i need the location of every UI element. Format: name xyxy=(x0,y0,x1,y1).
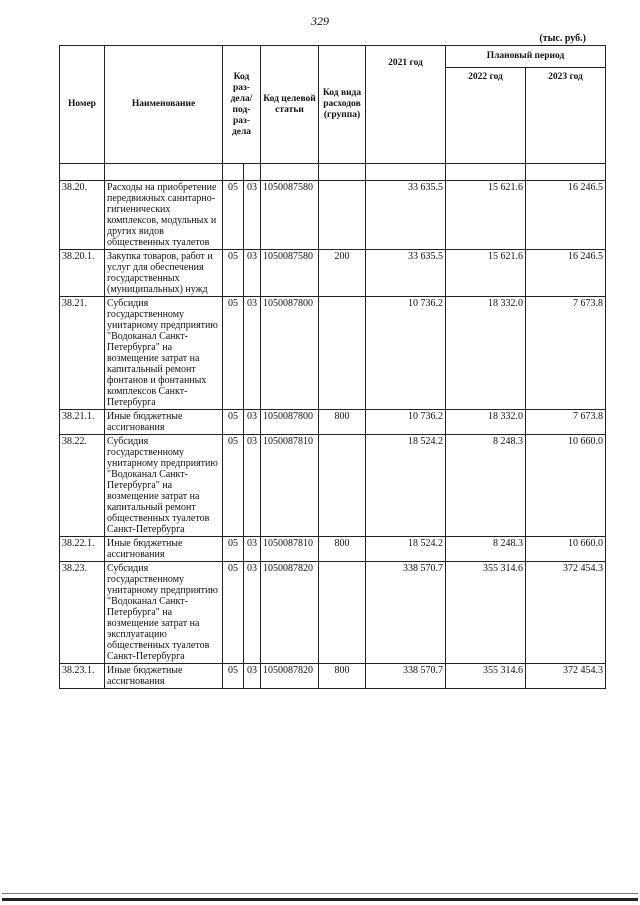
footer-rule-thin xyxy=(2,893,638,894)
table-row xyxy=(60,664,606,689)
cell-num: 38.23.1. xyxy=(60,664,105,689)
cell-csr: 1050087800 xyxy=(261,410,319,435)
cell-y2021: 10 736.2 xyxy=(366,297,446,410)
header-2021: 2021 год xyxy=(366,46,446,164)
header-section: Код раз-дела/ под-раз-дела xyxy=(223,46,261,164)
table-header xyxy=(60,46,606,164)
cell-vr xyxy=(319,297,366,410)
cell-num: 38.20. xyxy=(60,181,105,250)
cell-y2022: 355 314.6 xyxy=(446,664,526,689)
cell-csr: 1050087580 xyxy=(261,250,319,297)
cell-y2023: 7 673.8 xyxy=(526,297,606,410)
cell-num: 38.22. xyxy=(60,435,105,537)
cell-y2023: 7 673.8 xyxy=(526,410,606,435)
cell-sec: 05 xyxy=(223,537,244,562)
cell-y2022: 8 248.3 xyxy=(446,537,526,562)
cell-name: Иные бюджетные ассигнования xyxy=(105,537,223,562)
cell-sec: 05 xyxy=(223,664,244,689)
cell-num: 38.22.1. xyxy=(60,537,105,562)
cell-y2022: 8 248.3 xyxy=(446,435,526,537)
cell-sub: 03 xyxy=(244,410,261,435)
cell-sec: 05 xyxy=(223,297,244,410)
cell-csr: 1050087820 xyxy=(261,562,319,664)
cell-y2022: 18 332.0 xyxy=(446,297,526,410)
cell-num: 38.21.1. xyxy=(60,410,105,435)
cell-num: 38.23. xyxy=(60,562,105,664)
cell-csr: 1050087810 xyxy=(261,435,319,537)
table-row xyxy=(60,435,606,537)
footer-rule xyxy=(2,898,638,901)
spacer-row xyxy=(60,164,606,181)
header-number: Номер xyxy=(60,46,105,164)
header-2023: 2023 год xyxy=(526,68,606,164)
cell-name: Иные бюджетные ассигнования xyxy=(105,664,223,689)
cell-num: 38.21. xyxy=(60,297,105,410)
header-expense: Код вида расходов (группа) xyxy=(319,46,366,164)
cell-sec: 05 xyxy=(223,435,244,537)
table-row xyxy=(60,297,606,410)
cell-name: Иные бюджетные ассигнования xyxy=(105,410,223,435)
cell-sec: 05 xyxy=(223,562,244,664)
cell-y2022: 15 621.6 xyxy=(446,181,526,250)
table-row xyxy=(60,562,606,664)
cell-y2021: 18 524.2 xyxy=(366,435,446,537)
cell-csr: 1050087810 xyxy=(261,537,319,562)
cell-y2021: 10 736.2 xyxy=(366,410,446,435)
cell-y2023: 372 454.3 xyxy=(526,664,606,689)
cell-sub: 03 xyxy=(244,537,261,562)
cell-vr: 800 xyxy=(319,664,366,689)
cell-name: Субсидия государственному унитарному предприятию "Водоканал Санкт-Петербурга" на возмещение затрат на эксплуатацию общественных туалетов Санкт-Петербурга xyxy=(105,562,223,664)
header-2022: 2022 год xyxy=(446,68,526,164)
cell-y2023: 16 246.5 xyxy=(526,250,606,297)
cell-name: Субсидия государственному унитарному предприятию "Водоканал Санкт-Петербурга" на возмещение затрат на капитальный ремонт фонтанов и фонтанных комплексов Санкт-Петербурга xyxy=(105,297,223,410)
cell-vr: 800 xyxy=(319,410,366,435)
cell-vr xyxy=(319,562,366,664)
cell-sub: 03 xyxy=(244,297,261,410)
cell-y2023: 372 454.3 xyxy=(526,562,606,664)
cell-y2023: 10 660.0 xyxy=(526,435,606,537)
cell-y2021: 33 635.5 xyxy=(366,250,446,297)
cell-sec: 05 xyxy=(223,181,244,250)
cell-y2021: 338 570.7 xyxy=(366,664,446,689)
table-row xyxy=(60,537,606,562)
cell-name: Закупка товаров, работ и услуг для обеспечения государственных (муниципальных) нужд xyxy=(105,250,223,297)
cell-vr: 800 xyxy=(319,537,366,562)
cell-y2022: 18 332.0 xyxy=(446,410,526,435)
table-row xyxy=(60,181,606,250)
cell-sub: 03 xyxy=(244,435,261,537)
cell-vr: 200 xyxy=(319,250,366,297)
cell-y2021: 338 570.7 xyxy=(366,562,446,664)
cell-sub: 03 xyxy=(244,181,261,250)
cell-name: Субсидия государственному унитарному предприятию "Водоканал Санкт-Петербурга" на возмещение затрат на капитальный ремонт общественных туалетов Санкт-Петербурга xyxy=(105,435,223,537)
cell-sub: 03 xyxy=(244,664,261,689)
cell-y2021: 33 635.5 xyxy=(366,181,446,250)
cell-csr: 1050087580 xyxy=(261,181,319,250)
budget-table xyxy=(59,45,606,689)
cell-y2023: 16 246.5 xyxy=(526,181,606,250)
cell-sec: 05 xyxy=(223,250,244,297)
cell-vr xyxy=(319,435,366,537)
cell-y2023: 10 660.0 xyxy=(526,537,606,562)
cell-y2022: 15 621.6 xyxy=(446,250,526,297)
header-name: Наименование xyxy=(105,46,223,164)
cell-y2021: 18 524.2 xyxy=(366,537,446,562)
units-label: (тыс. руб.) xyxy=(539,33,586,44)
table-body xyxy=(60,164,606,689)
cell-csr: 1050087800 xyxy=(261,297,319,410)
cell-vr xyxy=(319,181,366,250)
table-row xyxy=(60,410,606,435)
cell-sec: 05 xyxy=(223,410,244,435)
header-target: Код целевой статьи xyxy=(261,46,319,164)
cell-name: Расходы на приобретение передвижных санитарно-гигиенических комплексов, модульных и других видов общественных туалетов xyxy=(105,181,223,250)
cell-sub: 03 xyxy=(244,250,261,297)
cell-sub: 03 xyxy=(244,562,261,664)
table-row xyxy=(60,250,606,297)
cell-num: 38.20.1. xyxy=(60,250,105,297)
cell-y2022: 355 314.6 xyxy=(446,562,526,664)
header-planned: Плановый период xyxy=(446,46,606,68)
cell-csr: 1050087820 xyxy=(261,664,319,689)
page-number: 329 xyxy=(311,14,329,28)
